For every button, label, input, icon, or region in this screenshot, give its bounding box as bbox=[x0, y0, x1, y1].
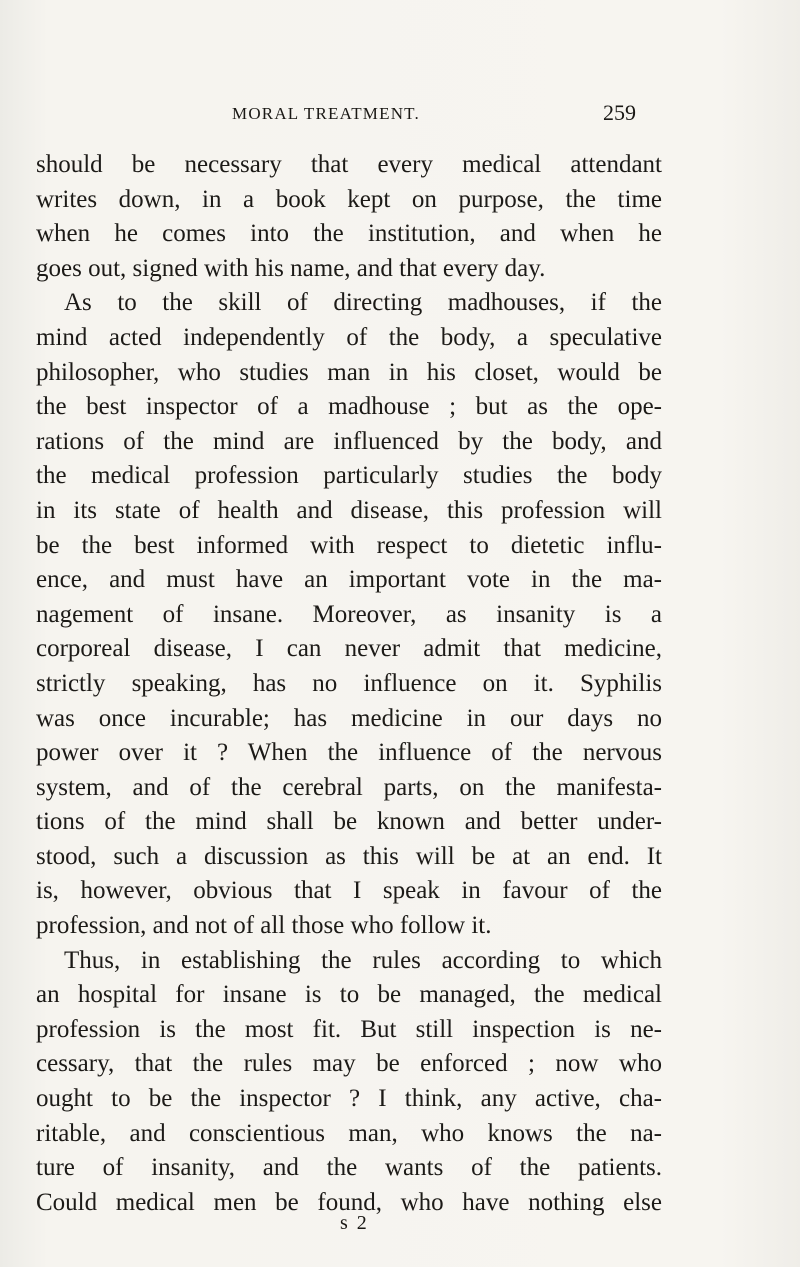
text-line: goes out, signed with his name, and that every day. bbox=[36, 254, 546, 282]
text-line: philosopher, who studies man in his closet, would be bbox=[36, 358, 662, 386]
text-line: Could medical men be found, who have nothing else bbox=[36, 1188, 662, 1216]
text-line: power over it ? When the influence of the nervous bbox=[36, 739, 662, 767]
text-line: was once incurable; has medicine in our days no bbox=[36, 704, 662, 732]
text-line: ture of insanity, and the wants of the patients. bbox=[36, 1154, 662, 1182]
text-line: in its state of health and disease, this profession will bbox=[36, 496, 662, 524]
signature-mark: s 2 bbox=[340, 1212, 369, 1234]
text-line: ought to be the inspector ? I think, any active, cha- bbox=[36, 1085, 662, 1113]
text-line: corporeal disease, I can never admit that medicine, bbox=[36, 635, 662, 663]
text-line: cessary, that the rules may be enforced ; now who bbox=[36, 1050, 662, 1078]
text-line: the best inspector of a madhouse ; but as the ope- bbox=[36, 393, 662, 421]
paragraph-start-line: Thus, in establishing the rules according to which bbox=[64, 946, 662, 974]
text-line: profession is the most fit. But still inspection is ne- bbox=[36, 1015, 662, 1043]
text-line: strictly speaking, has no influence on it. Syphilis bbox=[36, 669, 662, 697]
text-line: nagement of insane. Moreover, as insanity is a bbox=[36, 600, 662, 628]
text-line: when he comes into the institution, and when he bbox=[36, 220, 662, 248]
page-number: 259 bbox=[603, 100, 636, 125]
text-line: mind acted independently of the body, a speculative bbox=[36, 323, 662, 351]
text-line: the medical profession particularly studies the body bbox=[36, 462, 662, 490]
paragraph-start-line: As to the skill of directing madhouses, if the bbox=[64, 289, 662, 317]
text-line: system, and of the cerebral parts, on the manifesta- bbox=[36, 773, 662, 801]
text-line: is, however, obvious that I speak in favour of the bbox=[36, 877, 662, 905]
text-line: should be necessary that every medical attendant bbox=[36, 151, 662, 178]
text-line: an hospital for insane is to be managed, the medical bbox=[36, 981, 662, 1009]
text-line: tions of the mind shall be known and better under- bbox=[36, 808, 662, 836]
text-line: stood, such a discussion as this will be at an end. It bbox=[36, 842, 662, 870]
text-line: ritable, and conscientious man, who knows the na- bbox=[36, 1119, 662, 1147]
text-line: ence, and must have an important vote in the ma- bbox=[36, 566, 662, 594]
text-line: rations of the mind are influenced by the body, and bbox=[36, 427, 662, 455]
text-line: writes down, in a book kept on purpose, the time bbox=[36, 185, 662, 213]
text-line: profession, and not of all those who follow it. bbox=[36, 912, 492, 940]
body-text bbox=[36, 148, 662, 1220]
running-title: MORAL TREATMENT. bbox=[232, 104, 420, 123]
running-head bbox=[0, 100, 800, 130]
text-line: be the best informed with respect to dietetic influ- bbox=[36, 531, 662, 559]
